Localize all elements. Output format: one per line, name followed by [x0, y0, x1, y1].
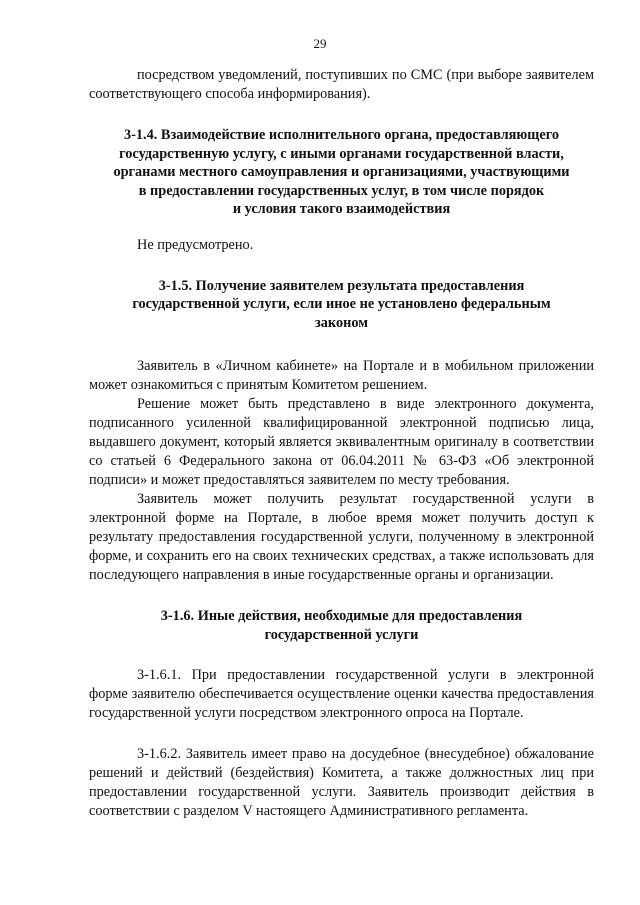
- heading-line: государственную услугу, с иными органами государственной власти,: [119, 145, 564, 162]
- heading-line: государственной услуги, если иное не установлено федеральным: [132, 296, 551, 312]
- heading-line: законом: [315, 314, 368, 331]
- section-3-1-5-paragraph: Заявитель в «Личном кабинете» на Портале и в мобильном приложении может ознакомиться с принятым Комитетом решением.: [89, 358, 594, 393]
- heading-line: 3-1.4. Взаимодействие исполнительного органа, предоставляющего: [123, 127, 560, 143]
- section-3-1-6-2-paragraph: 3-1.6.2. Заявитель имеет право на досудебное (внесудебное) обжалование решений и действий (бездействия) Комитета, а также должностных лиц при предоставлении государственной услуги. Заявитель производит действия в соответствии с разделом V настоящего Административного регламента.: [89, 746, 594, 819]
- heading-line: и условия такого взаимодействия: [232, 201, 451, 217]
- section-3-1-4-body: Не предусмотрено.: [137, 236, 254, 253]
- heading-line: в предоставлении государственных услуг, в том числе порядок: [138, 182, 545, 199]
- section-3-1-5-paragraph: Решение может быть представлено в виде электронного документа, подписанного усиленной квалифицированной электронной подписью лица, выдавшего документ, который является эквивалентным оригиналу в соответствии со статьей 6 Федерального закона от 06.04.2011 № 63-ФЗ «Об электронной подписи» и может предоставляться заявителем по месту требования.: [89, 396, 594, 488]
- page-number: 29: [313, 36, 327, 51]
- document-content: [89, 66, 594, 821]
- section-3-1-6-1-paragraph: 3-1.6.1. При предоставлении государственной услуги в электронной форме заявителю обеспечивается осуществление оценки качества предоставления государственной услуги посредством электронного опроса на Портале.: [89, 667, 594, 721]
- intro-paragraph: посредством уведомлений, поступивших по СМС (при выборе заявителем соответствующего способа информирования).: [89, 67, 594, 102]
- section-3-1-4-heading: [89, 126, 594, 219]
- section-3-1-6-heading: [89, 607, 594, 644]
- section-3-1-5-heading: [89, 277, 594, 333]
- heading-line: государственной услуги: [264, 626, 419, 643]
- heading-line: 3-1.6. Иные действия, необходимые для предоставления: [160, 608, 523, 624]
- section-3-1-5-paragraph: Заявитель может получить результат государственной услуги в электронной форме на Портале, в любое время может получить доступ к результату предоставления государственной услуги, полученному в электронной форме, и сохранить его на своих технических средствах, а также использовать для последующего направления в иные государственные органы и организации.: [89, 491, 594, 583]
- heading-line: 3-1.5. Получение заявителем результата предоставления: [158, 277, 525, 294]
- heading-line: органами местного самоуправления и организациями, участвующими: [113, 164, 570, 180]
